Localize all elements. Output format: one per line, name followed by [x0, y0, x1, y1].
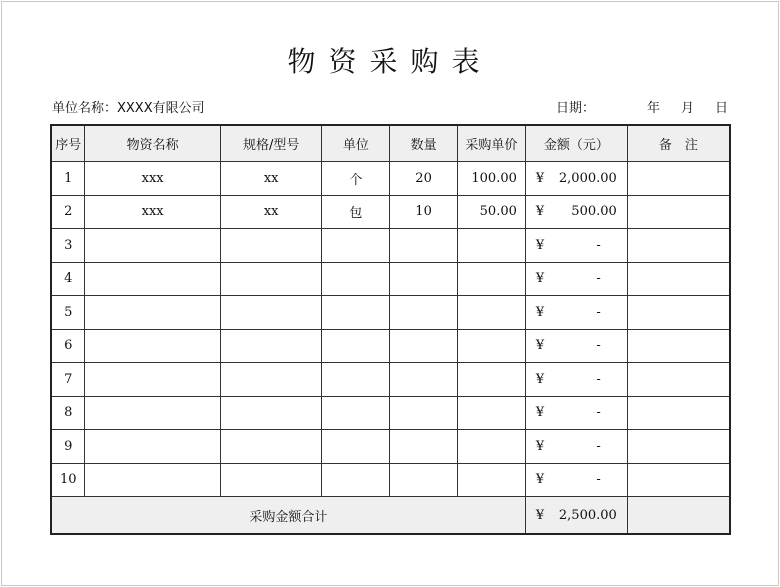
table-row: [51, 329, 730, 363]
total-amount: 2,500.00: [558, 507, 617, 523]
row-name-cell: xxx: [85, 195, 220, 229]
row-unit-cell: [322, 363, 390, 397]
row-amount-cell: [525, 396, 627, 430]
row-qty-cell: 20: [390, 162, 458, 196]
row-qty-cell: [390, 296, 458, 330]
row-note-cell: [627, 162, 730, 196]
row-price-cell: 100.00: [457, 162, 525, 196]
row-amount-cell: [525, 229, 627, 263]
row-spec-cell: [220, 296, 322, 330]
row-price-cell: [457, 229, 525, 263]
total-label: 采购金额合计: [51, 497, 525, 535]
col-header-no: 序号: [51, 125, 85, 162]
row-qty-cell: [390, 396, 458, 430]
col-header-name: 物资名称: [85, 125, 220, 162]
row-currency: ¥: [535, 438, 545, 454]
row-spec-cell: [220, 363, 322, 397]
row-spec-cell: [220, 430, 322, 464]
row-price-cell: [457, 396, 525, 430]
row-amount: -: [596, 472, 601, 488]
table-row: [51, 229, 730, 263]
row-spec-cell: [220, 463, 322, 497]
row-name-cell: [85, 430, 220, 464]
row-currency: ¥: [535, 237, 545, 253]
row-no-cell: 7: [51, 363, 85, 397]
row-spec-cell: xx: [220, 195, 322, 229]
table-row: [51, 262, 730, 296]
row-note-cell: [627, 430, 730, 464]
date-line: [556, 97, 728, 116]
row-amount-cell: [525, 430, 627, 464]
row-currency: ¥: [535, 170, 545, 186]
row-currency: ¥: [535, 405, 545, 421]
table-row: [51, 162, 730, 196]
purchase-table: [50, 124, 731, 535]
row-amount: -: [596, 405, 601, 421]
row-qty-cell: [390, 463, 458, 497]
col-header-note: 备 注: [627, 125, 730, 162]
table-row: [51, 195, 730, 229]
row-unit-cell: 包: [322, 195, 390, 229]
row-price-cell: [457, 329, 525, 363]
company-name: 单位名称：XXXX有限公司: [52, 101, 205, 116]
row-no-cell: 6: [51, 329, 85, 363]
row-name-cell: [85, 363, 220, 397]
row-amount-cell: [525, 329, 627, 363]
row-qty-cell: [390, 430, 458, 464]
row-note-cell: [627, 363, 730, 397]
row-unit-cell: [322, 463, 390, 497]
row-amount-cell: [525, 195, 627, 229]
row-unit-cell: [322, 229, 390, 263]
date-day: 日: [714, 101, 728, 116]
row-amount: -: [596, 304, 601, 320]
row-spec-cell: [220, 262, 322, 296]
row-currency: ¥: [535, 371, 545, 387]
date-label: 日期：: [556, 101, 596, 116]
row-no-cell: 5: [51, 296, 85, 330]
row-unit-cell: [322, 396, 390, 430]
row-amount-cell: [525, 363, 627, 397]
row-name-cell: [85, 229, 220, 263]
row-no-cell: 4: [51, 262, 85, 296]
row-note-cell: [627, 329, 730, 363]
row-note-cell: [627, 195, 730, 229]
row-qty-cell: [390, 262, 458, 296]
row-amount-cell: [525, 463, 627, 497]
row-price-cell: [457, 463, 525, 497]
row-price-cell: [457, 262, 525, 296]
row-qty-cell: 10: [390, 195, 458, 229]
total-note-cell: [627, 497, 730, 535]
date-month: 月: [680, 101, 694, 116]
row-currency: ¥: [535, 204, 545, 220]
row-unit-cell: 个: [322, 162, 390, 196]
row-qty-cell: [390, 329, 458, 363]
row-no-cell: 3: [51, 229, 85, 263]
row-name-cell: xxx: [85, 162, 220, 196]
table-row: [51, 430, 730, 464]
row-no-cell: 10: [51, 463, 85, 497]
row-qty-cell: [390, 229, 458, 263]
row-name-cell: [85, 262, 220, 296]
row-amount-cell: [525, 296, 627, 330]
row-currency: ¥: [535, 271, 545, 287]
row-currency: ¥: [535, 472, 545, 488]
row-qty-cell: [390, 363, 458, 397]
row-amount: -: [596, 237, 601, 253]
row-unit-cell: [322, 430, 390, 464]
row-amount: -: [596, 271, 601, 287]
row-amount: 2,000.00: [558, 170, 617, 186]
col-header-amount: 金额（元）: [525, 125, 627, 162]
row-spec-cell: [220, 229, 322, 263]
row-note-cell: [627, 229, 730, 263]
row-unit-cell: [322, 262, 390, 296]
row-spec-cell: [220, 396, 322, 430]
row-amount: -: [596, 438, 601, 454]
row-amount: -: [596, 371, 601, 387]
row-no-cell: 8: [51, 396, 85, 430]
page-title: 物资采购表: [287, 45, 493, 78]
col-header-spec: 规格/型号: [220, 125, 322, 162]
col-header-price: 采购单价: [457, 125, 525, 162]
row-price-cell: [457, 430, 525, 464]
row-amount: -: [596, 338, 601, 354]
total-currency: ¥: [535, 507, 545, 523]
date-year: 年: [646, 101, 660, 116]
row-name-cell: [85, 329, 220, 363]
row-price-cell: [457, 296, 525, 330]
row-spec-cell: [220, 329, 322, 363]
header-row: [51, 125, 730, 162]
row-note-cell: [627, 396, 730, 430]
table-row: [51, 363, 730, 397]
row-currency: ¥: [535, 338, 545, 354]
table-row: [51, 296, 730, 330]
total-row: [51, 497, 730, 535]
row-unit-cell: [322, 329, 390, 363]
row-currency: ¥: [535, 304, 545, 320]
row-no-cell: 9: [51, 430, 85, 464]
total-amount-cell: [525, 497, 627, 535]
row-amount-cell: [525, 162, 627, 196]
table-row: [51, 396, 730, 430]
row-price-cell: 50.00: [457, 195, 525, 229]
row-no-cell: 2: [51, 195, 85, 229]
row-spec-cell: xx: [220, 162, 322, 196]
table-row: [51, 463, 730, 497]
row-note-cell: [627, 463, 730, 497]
row-unit-cell: [322, 296, 390, 330]
row-price-cell: [457, 363, 525, 397]
row-name-cell: [85, 463, 220, 497]
row-name-cell: [85, 396, 220, 430]
row-amount: 500.00: [571, 204, 617, 220]
col-header-qty: 数量: [390, 125, 458, 162]
row-note-cell: [627, 262, 730, 296]
row-note-cell: [627, 296, 730, 330]
row-name-cell: [85, 296, 220, 330]
row-no-cell: 1: [51, 162, 85, 196]
row-amount-cell: [525, 262, 627, 296]
col-header-unit: 单位: [322, 125, 390, 162]
